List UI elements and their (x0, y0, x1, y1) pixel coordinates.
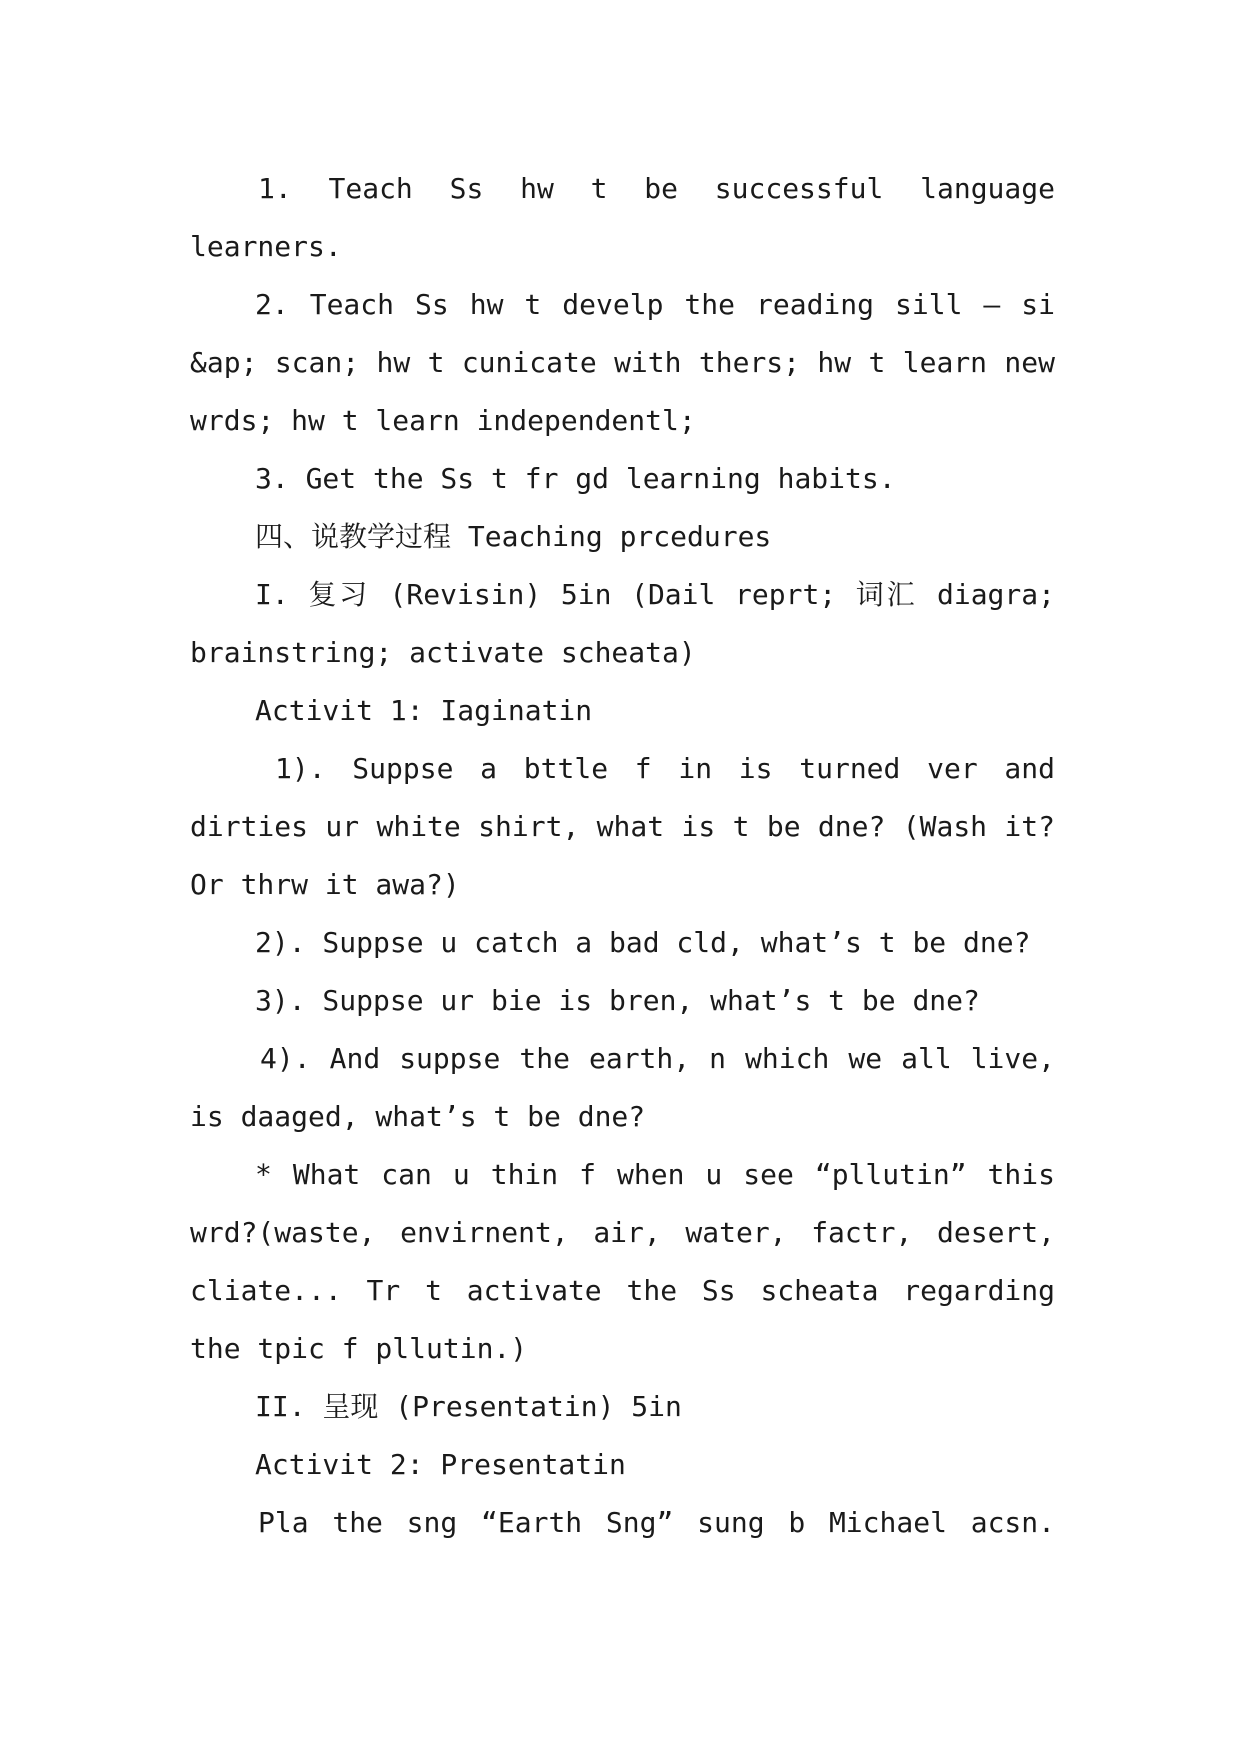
paragraph-activity-2 (190, 1436, 1055, 1494)
text-line: Activit 1: Iaginatin (255, 694, 593, 727)
text-line: 4). And suppse the earth, n which we all live, (260, 1042, 1055, 1075)
paragraph-objective-1 (190, 160, 1055, 276)
text-line: brainstring; activate scheata) (190, 636, 696, 669)
text-line: is daaged, what’s t be dne? (190, 1100, 646, 1133)
text-line: I. 复习 (Revisin) 5in (Dail reprt; 词汇 diagra; (255, 578, 1055, 611)
text-line: wrd?(waste, envirnent, air, water, factr, desert, (190, 1216, 1055, 1249)
paragraph-activity-1 (190, 682, 1055, 740)
text-line: learners. (190, 230, 342, 263)
text-line: 1). Suppse a bttle f in is turned ver and (275, 752, 1055, 785)
text-line: * What can u thin f when u see “pllutin” this (255, 1158, 1055, 1191)
text-line: dirties ur white shirt, what is t be dne? (Wash it? (190, 810, 1055, 843)
text-line: &ap; scan; hw t cunicate with thers; hw t learn new (190, 346, 1055, 379)
text-line: 四、说教学过程 Teaching prcedures (255, 520, 772, 553)
section-heading-presentation (190, 1378, 1055, 1436)
text-line: wrds; hw t learn independentl; (190, 404, 696, 437)
text-line: II. 呈现 (Presentatin) 5in (255, 1390, 682, 1423)
paragraph-pollution-prompt (190, 1146, 1055, 1378)
paragraph-play-song (190, 1494, 1055, 1552)
document-body (190, 160, 1055, 1552)
text-line: Activit 2: Presentatin (255, 1448, 626, 1481)
paragraph-revision (190, 566, 1055, 682)
text-line: 3). Suppse ur bie is bren, what’s t be dne? (255, 984, 980, 1017)
paragraph-question-1 (190, 740, 1055, 914)
paragraph-question-3 (190, 972, 1055, 1030)
paragraph-question-4 (190, 1030, 1055, 1146)
paragraph-question-2 (190, 914, 1055, 972)
text-line: Or thrw it awa?) (190, 868, 460, 901)
text-line: cliate... Tr t activate the Ss scheata regarding (190, 1274, 1055, 1307)
text-line: 3. Get the Ss t fr gd learning habits. (255, 462, 896, 495)
text-line: Pla the sng “Earth Sng” sung b Michael acsn. (258, 1506, 1055, 1539)
text-line: 1. Teach Ss hw t be successful language (258, 172, 1055, 205)
text-line: 2. Teach Ss hw t develp the reading sill — si (255, 288, 1055, 321)
paragraph-objective-2 (190, 276, 1055, 450)
paragraph-objective-3 (190, 450, 1055, 508)
section-heading-teaching-procedures (190, 508, 1055, 566)
text-line: the tpic f pllutin.) (190, 1332, 528, 1365)
text-line: 2). Suppse u catch a bad cld, what’s t be dne? (255, 926, 1031, 959)
